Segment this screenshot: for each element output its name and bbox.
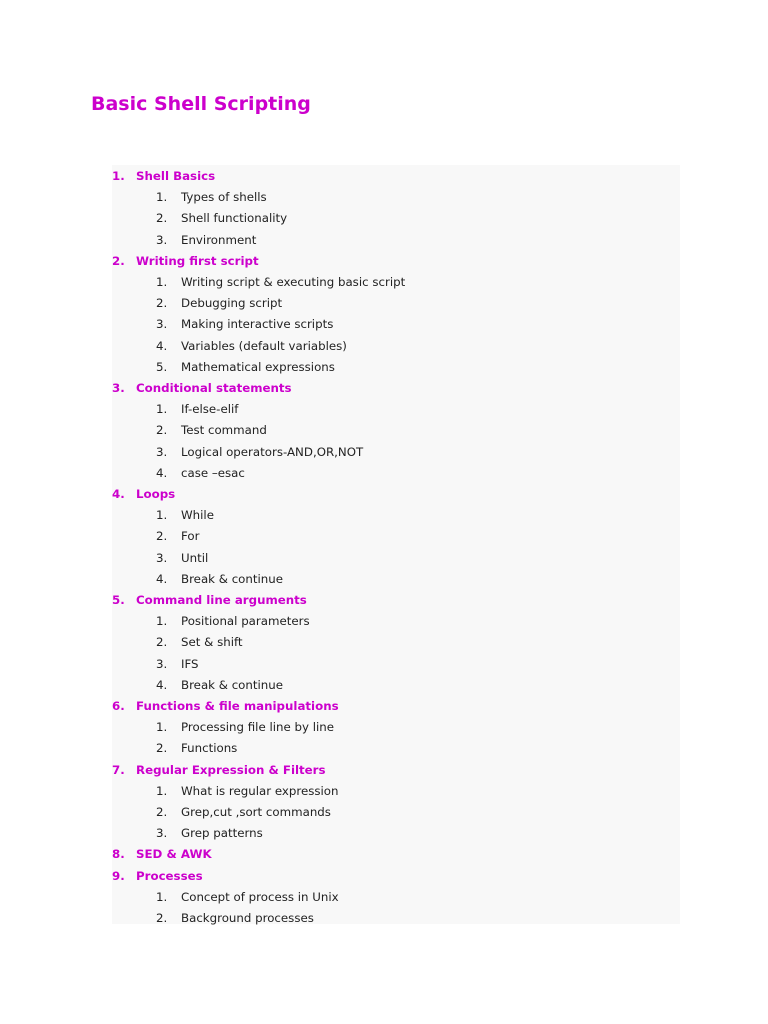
item-number: 2. [156,741,168,756]
item-label: Types of shells [181,190,267,205]
outline-item [112,802,680,823]
outline-item [112,887,680,908]
section-number: 8. [112,847,125,862]
item-number: 5. [156,359,168,374]
section-title: Conditional statements [136,381,292,395]
item-label: Background processes [181,911,314,925]
outline-item [112,548,680,569]
item-number: 3. [156,826,168,841]
outline-item [112,293,680,314]
outline-item [112,526,680,547]
item-number: 4. [156,571,168,586]
outline-item [112,738,680,759]
section-title: Command line arguments [136,593,307,607]
outline-section [112,866,680,887]
item-label: Functions [181,741,238,756]
item-label: Shell functionality [181,211,288,226]
item-number: 1. [156,508,168,523]
item-label: Environment [181,232,257,247]
outline-item [112,336,680,357]
item-number: 1. [156,190,168,205]
section-number: 1. [112,169,125,183]
item-label: Writing script & executing basic script [181,275,406,289]
section-number: 2. [112,253,125,268]
item-number: 2. [156,911,168,925]
item-label: While [181,508,214,523]
section-title: Functions & file manipulations [136,699,339,713]
outline-item [112,908,680,929]
item-label: If-else-elif [181,402,239,417]
item-number: 2. [156,529,168,544]
section-title: Regular Expression & Filters [136,762,326,777]
section-number: 6. [112,699,125,713]
item-number: 1. [156,614,168,629]
section-title: Processes [136,868,203,883]
section-title: Shell Basics [136,169,216,183]
item-label: Until [181,550,209,565]
outline-section [112,760,680,781]
outline-item [112,632,680,653]
item-label: Set & shift [181,635,243,650]
outline-item [112,717,680,738]
item-number: 3. [156,232,168,247]
page-title: Basic Shell Scripting [91,93,311,115]
item-label: What is regular expression [181,783,339,798]
item-number: 1. [156,783,168,798]
item-number: 3. [156,317,168,332]
outline-item [112,187,680,208]
outline-section [112,844,680,865]
outline-item [112,272,680,293]
outline-item [112,781,680,802]
item-label: case –esac [181,465,245,480]
outline-item [112,823,680,844]
item-label: Positional parameters [181,614,310,629]
item-label: Break & continue [181,571,283,586]
outline-section [112,590,680,611]
outline-item [112,357,680,378]
section-number: 7. [112,762,125,777]
outline-item [112,442,680,463]
outline-section [112,251,680,272]
item-number: 2. [156,635,168,650]
item-number: 4. [156,677,168,692]
item-label: Debugging script [181,296,283,311]
section-title: Loops [136,487,176,501]
item-number: 1. [156,720,168,735]
item-number: 3. [156,656,168,671]
outline-item [112,611,680,632]
item-number: 4. [156,338,168,353]
item-number: 1. [156,889,168,904]
item-number: 3. [156,444,168,459]
item-label: For [181,529,200,544]
section-title: Writing first script [136,253,259,268]
item-label: Variables (default variables) [181,338,347,353]
section-title: SED & AWK [136,847,212,862]
item-number: 4. [156,465,168,480]
item-label: Break & continue [181,677,283,692]
item-number: 3. [156,550,168,565]
item-number: 2. [156,805,168,819]
item-label: Making interactive scripts [181,317,334,332]
item-label: Grep,cut ,sort commands [181,805,331,819]
outline-list [112,165,680,924]
outline-item [112,420,680,441]
item-label: Processing file line by line [181,720,335,735]
outline-item [112,230,680,251]
outline-section [112,166,680,187]
section-number: 5. [112,593,125,607]
item-label: Concept of process in Unix [181,889,339,904]
outline-item [112,399,680,420]
item-number: 1. [156,275,168,289]
item-number: 2. [156,211,168,226]
outline-item [112,569,680,590]
item-label: Logical operators-AND,OR,NOT [181,444,364,459]
outline-item [112,675,680,696]
outline-item [112,463,680,484]
section-number: 4. [112,487,125,501]
item-number: 1. [156,402,168,417]
item-label: IFS [181,656,199,671]
outline-section [112,484,680,505]
outline-item [112,505,680,526]
outline-item [112,314,680,335]
item-number: 2. [156,296,168,311]
section-number: 3. [112,381,125,395]
outline-item [112,208,680,229]
item-label: Mathematical expressions [181,359,335,374]
outline-section [112,378,680,399]
outline-section [112,696,680,717]
section-number: 9. [112,868,125,883]
item-number: 2. [156,423,168,438]
item-label: Test command [181,423,267,438]
item-label: Grep patterns [181,826,263,841]
outline-item [112,654,680,675]
